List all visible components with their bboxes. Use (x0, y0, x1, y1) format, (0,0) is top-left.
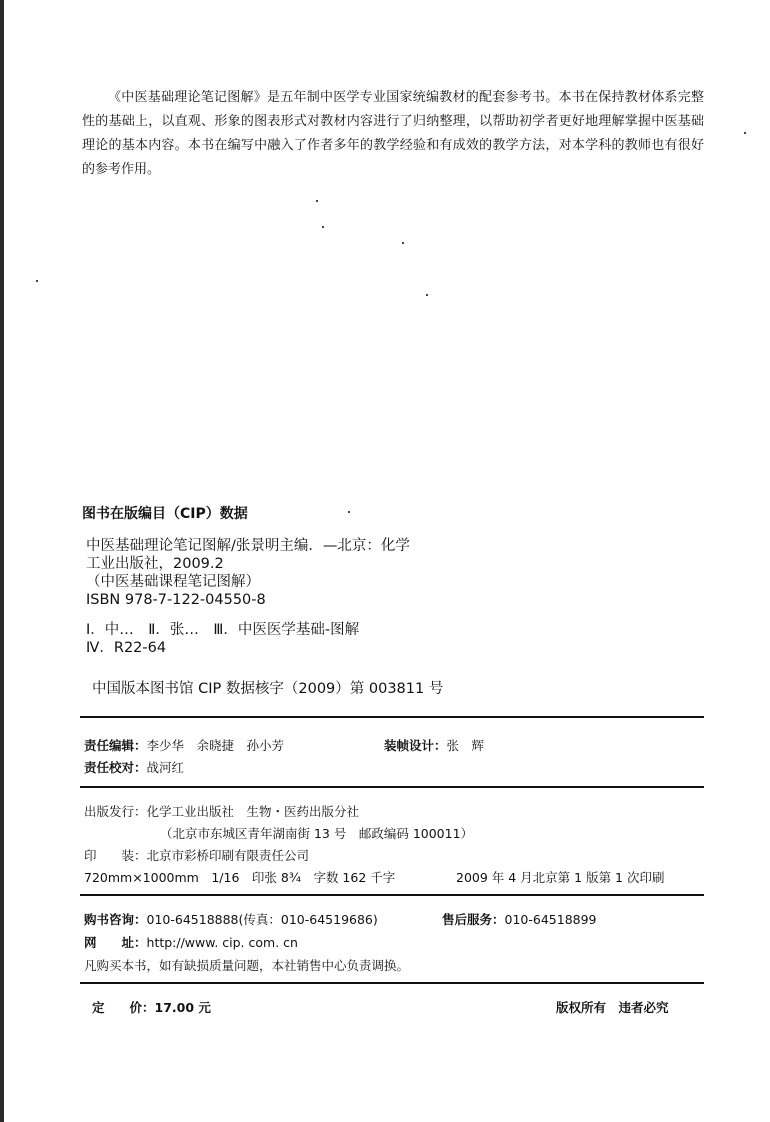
cip-record (86, 537, 410, 657)
scan-speck (36, 280, 38, 282)
scan-speck (426, 294, 428, 296)
website-label: 网 址： (84, 935, 147, 950)
cip-classification: Ⅳ．R22-64 (86, 640, 167, 656)
cip-series-line: （中医基础课程笔记图解） (86, 574, 260, 590)
publisher-address: （北京市东城区青年湖南街 13 号 邮政编码 100011） (160, 826, 474, 841)
scan-speck (402, 242, 404, 244)
format-info: 720mm×1000mm 1/16 印张 8¾ 字数 162 千字 (84, 870, 396, 885)
proofreader-label: 责任校对： (84, 760, 147, 775)
scan-speck (348, 511, 350, 513)
scan-speck (316, 200, 318, 202)
proofreader-name: 战河红 (146, 760, 185, 775)
service-phone: 010-64518899 (504, 912, 597, 927)
intro-paragraph: 《中医基础理论笔记图解》是五年制中医学专业国家统编教材的配套参考书。本书在保持教材体系完整性的基础上，以直观、形象的图表形式对教材内容进行了归纳整理，以帮助初学者更好地理解掌握中医基础理论的基本内容。本书在编写中融入了作者多年的教学经验和有成效的教学方法，对本学科的教师也有很好的参考作用。 (82, 90, 704, 177)
design-row (384, 736, 484, 754)
price-row (92, 998, 211, 1016)
phone-label: 购书咨询： (84, 912, 147, 927)
cip-subjects: Ⅰ．中… Ⅱ．张… Ⅲ．中医医学基础-图解 (86, 622, 360, 638)
service-label: 售后服务： (442, 912, 505, 927)
publisher-label: 出版发行： (84, 804, 147, 819)
publisher-row (84, 802, 359, 820)
cip-title-line: 中医基础理论笔记图解/张景明主编．—北京：化学 (86, 538, 410, 554)
edition-info: 2009 年 4 月北京第 1 版第 1 次印刷 (456, 870, 665, 885)
editors-names: 李少华 余晓捷 孙小芳 (146, 738, 285, 753)
cip-isbn: ISBN 978-7-122-04550-8 (86, 592, 266, 608)
divider (80, 716, 704, 718)
printer-label: 印 装： (84, 848, 147, 863)
scan-speck (322, 226, 324, 228)
cip-heading: 图书在版编目（CIP）数据 (82, 506, 248, 522)
cip-publisher-line: 工业出版社，2009.2 (86, 556, 224, 572)
scan-speck (744, 132, 746, 134)
publisher-name: 化学工业出版社 生物・医药出版分社 (146, 804, 360, 819)
phone-value: 010-64518888(传真：010-64519686) (146, 912, 378, 927)
price-value: 17.00 元 (154, 1000, 211, 1015)
editors-label: 责任编辑： (84, 738, 147, 753)
quality-notice: 凡购买本书，如有缺损质量问题，本社销售中心负责调换。 (84, 958, 410, 973)
divider (80, 786, 704, 788)
divider (80, 982, 704, 984)
service-row (442, 910, 597, 928)
price-label: 定 价： (92, 1000, 155, 1015)
printer-name: 北京市彩桥印刷有限责任公司 (146, 848, 310, 863)
scan-edge (0, 0, 4, 1122)
website-url: http://www. cip. com. cn (146, 935, 298, 950)
divider (80, 894, 704, 896)
editors-row (84, 736, 284, 754)
design-label: 装帧设计： (384, 738, 447, 753)
design-name: 张 辉 (446, 738, 485, 753)
copyright-notice: 版权所有 违者必究 (556, 1000, 669, 1015)
website-row (84, 933, 298, 951)
printer-row (84, 846, 309, 864)
proofreader-row (84, 758, 184, 776)
cip-record-number: 中国版本图书馆 CIP 数据核字（2009）第 003811 号 (92, 681, 444, 697)
phone-row (84, 910, 378, 928)
